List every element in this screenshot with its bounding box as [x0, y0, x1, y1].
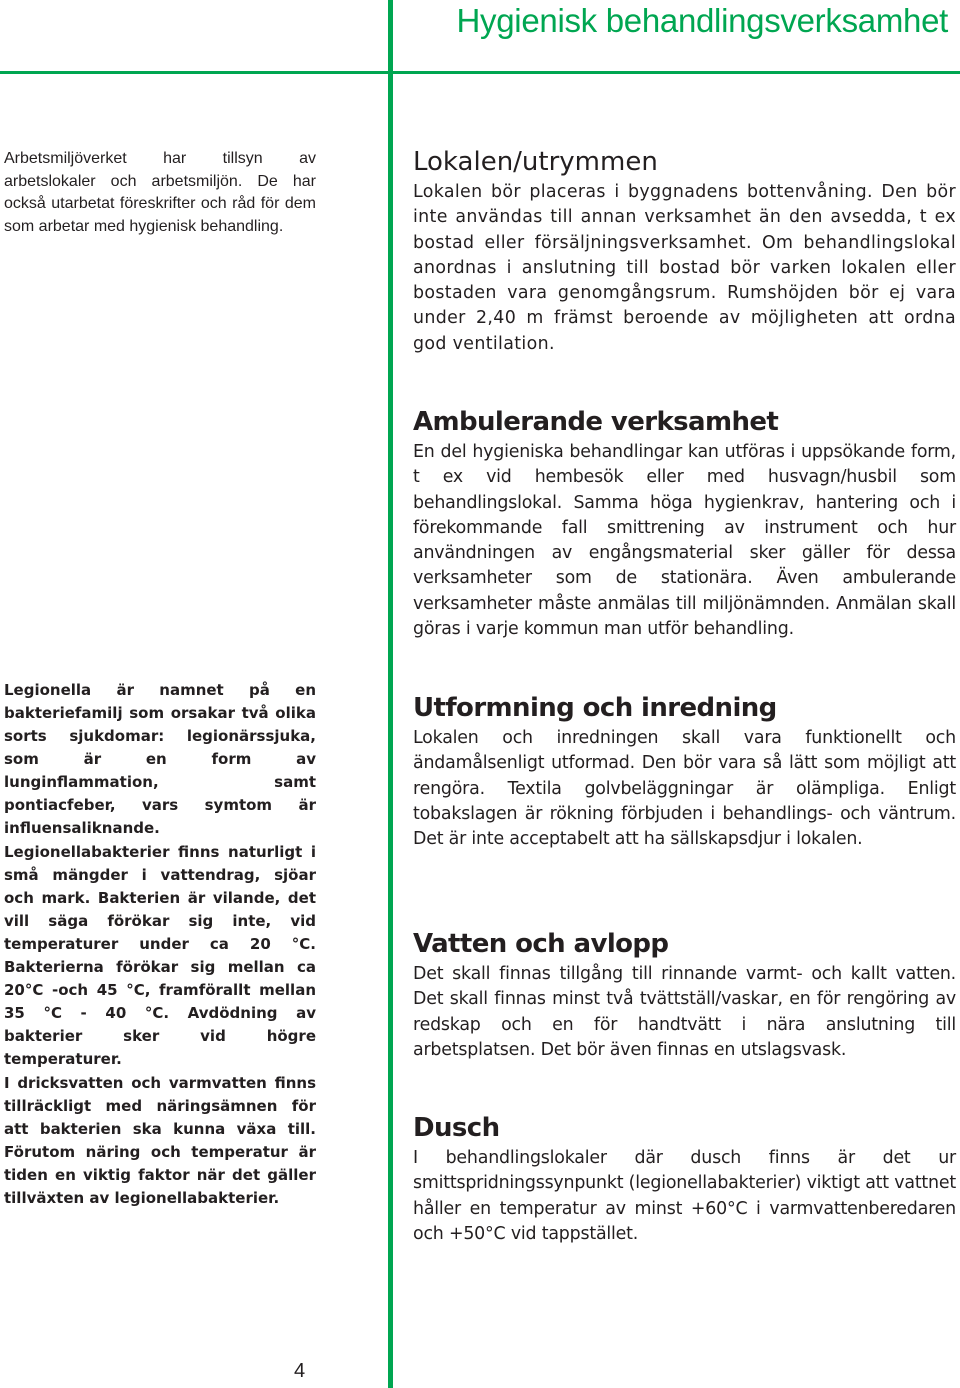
- page-title: Hygienisk behandlingsverksamhet: [456, 2, 948, 39]
- section-body-ambulerande: En del hygieniska behandlingar kan utföras i uppsökande form, t ex vid hembesök eller med husvagn/husbil som behandlingslokal. Samma höga hygienkrav, hantering och i förekommande fall smittrening av instrument och hur användningen av engångsmaterial sker gäller för dessa verksamheter som de stationära. Även ambulerande verksamheter måste anmälas till miljönämnden. Anmälan skall göras i varje kommun man utför behandling.: [413, 442, 956, 640]
- section-heading-utformning: Utformning och inredning: [413, 693, 777, 723]
- section-heading-ambulerande: Ambulerande verksamhet: [413, 407, 779, 437]
- green-vertical-rule: [388, 0, 393, 1388]
- sidebar-legionella-paragraph-2: Legionellabakterier finns naturligt i små mängder i vattendrag, sjöar och mark. Bakterien är vilande, det vill säga förökar sig inte, vid temperaturer under ca 20 °C. Bakterierna förökar sig mellan ca 20°C -och 45 °C, framförallt mellan 35 °C - 40 °C. Avdödning av bakterier sker vid högre temperaturer.: [4, 843, 316, 1068]
- section-lokalen: [413, 146, 956, 357]
- sidebar-legionella-paragraph-3: I dricksvatten och varmvatten finns tillräckligt med näringsämnen för att bakterien ska kunna växa till. Förutom näring och temperatur är tiden en viktig faktor när det gäller tillväxten av legionellabakterier.: [4, 1074, 316, 1207]
- section-body-lokalen: Lokalen bör placeras i byggnadens bottenvåning. Den bör inte användas till annan verksamhet än den avsedda, t ex bostad eller försäljningsverksamhet. Om behandlingslokal anordnas i anslutning till bostad bör varken lokalen eller bostaden vara genomgångsrum. Rumshöjden bör ej vara under 2,40 m främst beroende av möjligheten att ordna god ventilation.: [413, 182, 956, 354]
- sidebar-intro-text: Arbetsmiljöverket har tillsyn av arbetslokaler och arbetsmiljön. De har också utarbetat föreskrifter och råd för dem som arbetar med hygienisk behandling.: [4, 150, 316, 235]
- section-vatten: [413, 928, 956, 1063]
- section-heading-dusch: Dusch: [413, 1113, 500, 1143]
- section-dusch: [413, 1112, 956, 1247]
- section-body-vatten: Det skall finnas tillgång till rinnande varmt- och kallt vatten. Det skall finnas minst två tvättställ/vaskar, en för rengöring av redskap och en för handtvätt i nära anslutning till arbetsplatsen. Det bör även finnas en utslagsvask.: [413, 964, 956, 1060]
- green-horizontal-rule: [0, 71, 960, 74]
- section-heading-lokalen: Lokalen/utrymmen: [413, 147, 658, 177]
- section-ambulerande: [413, 406, 956, 642]
- sidebar-legionella-paragraph-1: Legionella är namnet på en bakteriefamilj som orsakar två olika sorts sjukdomar: legionärssjuka, som är en form av lunginflammation, samt pontiacfeber, vars symtom är influensaliknande.: [4, 681, 316, 837]
- section-heading-vatten: Vatten och avlopp: [413, 929, 669, 959]
- section-body-utformning: Lokalen och inredningen skall vara funktionellt och ändamålsenligt utformad. Den bör vara så lätt som möjligt att rengöra. Textila golvbeläggningar är olämpliga. Enligt tobakslagen är rökning förbjuden i behandlings- och väntrum. Det är inte acceptabelt att ha sällskapsdjur i lokalen.: [413, 728, 956, 850]
- page-number: 4: [294, 1360, 306, 1382]
- section-body-dusch: I behandlingslokaler där dusch finns är det ur smittspridningssynpunkt (legionellabakterier) viktigt att vattnet håller en temperatur av minst +60°C i varmvattenberedaren och +50°C vid tappstället.: [413, 1148, 956, 1244]
- section-utformning: [413, 692, 956, 852]
